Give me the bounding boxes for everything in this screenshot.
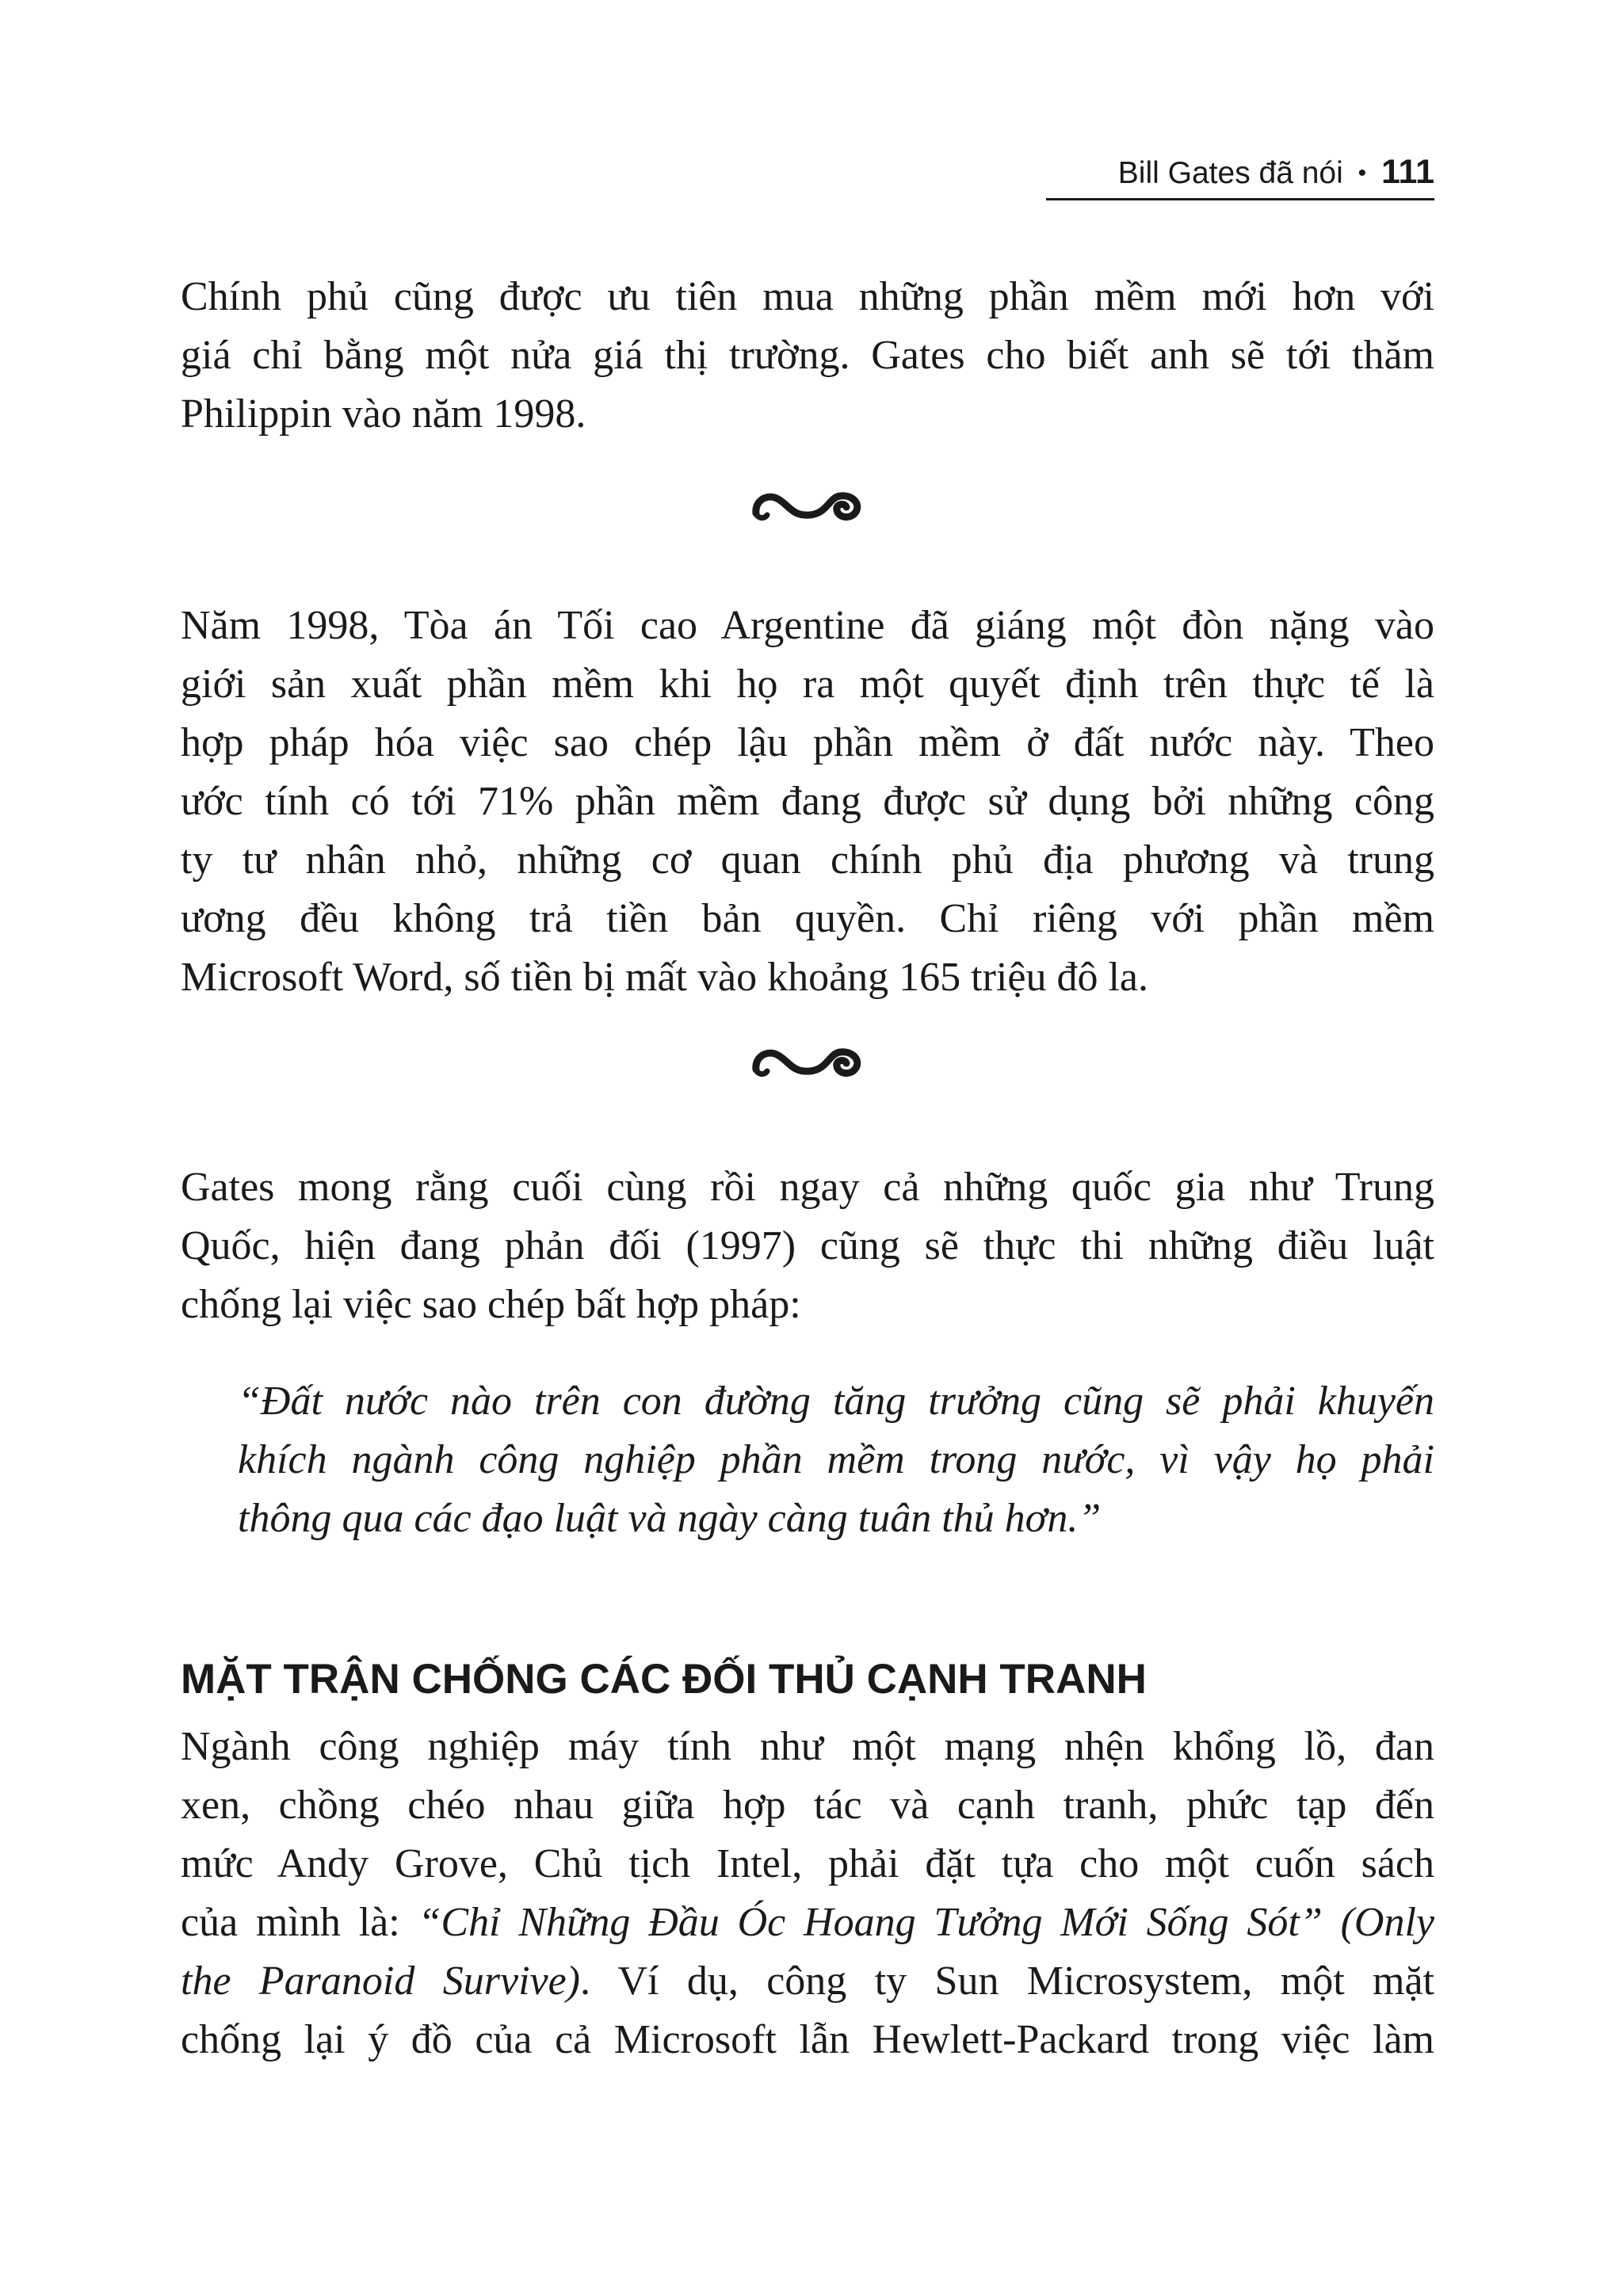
text-fragment: của mình là: — [181, 1900, 418, 1945]
text-line — [181, 1894, 1434, 1952]
book-title-italic: “Chỉ Những Đầu Óc Hoang Tưởng Mới Sống Sót” (Only — [418, 1900, 1434, 1945]
text-line: Quốc, hiện đang phản đối (1997) cũng sẽ thực thi những điều luật — [181, 1223, 1434, 1268]
block-quote — [238, 1372, 1434, 1548]
text-line — [181, 1952, 1434, 2011]
text-line: giới sản xuất phần mềm khi họ ra một quyết định trên thực tế là — [181, 662, 1434, 707]
text-line: Philippin vào năm 1998. — [181, 391, 586, 437]
text-line: Chính phủ cũng được ưu tiên mua những phần mềm mới hơn với — [181, 274, 1434, 319]
text-line: chống lại việc sao chép bất hợp pháp: — [181, 1282, 801, 1327]
text-line: Năm 1998, Tòa án Tối cao Argentine đã giáng một đòn nặng vào — [181, 603, 1434, 648]
paragraph-1 — [181, 268, 1434, 444]
text-fragment: . Ví dụ, công ty Sun Microsystem, một mặt — [580, 1958, 1435, 2004]
quote-line: thông qua các đạo luật và ngày càng tuân thủ hơn.” — [238, 1496, 1102, 1541]
section-heading: MẶT TRẬN CHỐNG CÁC ĐỐI THỦ CẠNH TRANH — [181, 1656, 1147, 1703]
paragraph-4 — [181, 1718, 1434, 2069]
book-title-italic: the Paranoid Survive) — [181, 1958, 580, 2004]
swash-ornament-icon — [181, 1038, 1434, 1089]
text-line: mức Andy Grove, Chủ tịch Intel, phải đặt tựa cho một cuốn sách — [181, 1841, 1434, 1886]
text-line: hợp pháp hóa việc sao chép lậu phần mềm ở đất nước này. Theo — [181, 720, 1434, 765]
text-line: Ngành công nghiệp máy tính như một mạng nhện khổng lồ, đan — [181, 1724, 1434, 1769]
text-line: Microsoft Word, số tiền bị mất vào khoảng 165 triệu đô la. — [181, 955, 1148, 1000]
running-head-separator: • — [1358, 160, 1367, 186]
quote-line: khích ngành công nghiệp phần mềm trong nước, vì vậy họ phải — [238, 1437, 1434, 1482]
text-line: ty tư nhân nhỏ, những cơ quan chính phủ địa phương và trung — [181, 837, 1434, 883]
text-line: giá chỉ bằng một nửa giá thị trường. Gates cho biết anh sẽ tới thăm — [181, 333, 1434, 378]
running-head-title: Bill Gates đã nói — [1117, 156, 1343, 190]
text-line: Gates mong rằng cuối cùng rồi ngay cả những quốc gia như Trung — [181, 1165, 1434, 1210]
text-line: ước tính có tới 71% phần mềm đang được sử dụng bởi những công — [181, 779, 1434, 824]
swash-ornament-icon — [181, 482, 1434, 533]
text-line: chống lại ý đồ của cả Microsoft lẫn Hewlett-Packard trong việc làm — [181, 2017, 1434, 2062]
page-number: 111 — [1381, 153, 1434, 191]
running-head — [1046, 151, 1434, 200]
text-line: ương đều không trả tiền bản quyền. Chỉ riêng với phần mềm — [181, 896, 1434, 941]
text-line: xen, chồng chéo nhau giữa hợp tác và cạnh tranh, phức tạp đến — [181, 1783, 1434, 1828]
paragraph-3 — [181, 1158, 1434, 1334]
paragraph-2 — [181, 597, 1434, 1007]
quote-line: “Đất nước nào trên con đường tăng trưởng cũng sẽ phải khuyến — [238, 1379, 1434, 1424]
